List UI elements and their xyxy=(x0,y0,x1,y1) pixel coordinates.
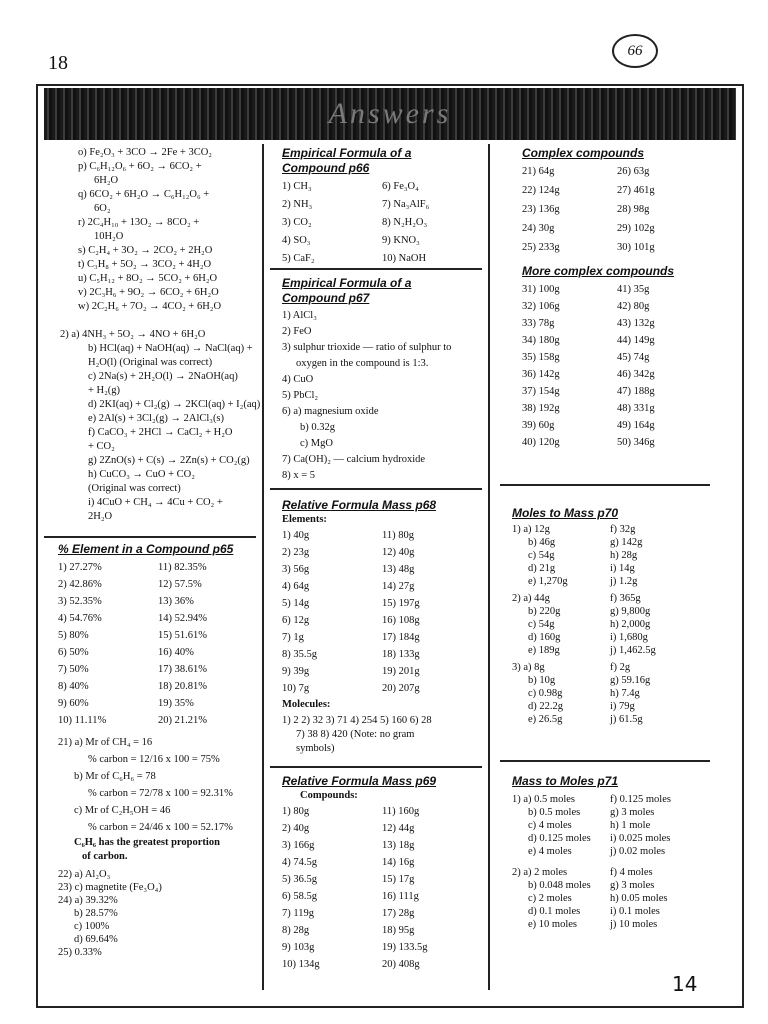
question-21-conclusion: C₆H₆ has the greatest proportion of carbon. xyxy=(74,837,220,862)
equations-part-1: o) Fe₂O₃ + 3CO → 2Fe + 3CO₂ p) C₆H₁₂O₆ + 6O₂ → 6CO₂ + 6H₂O q) 6CO₂ + 6H₂O → C₆H₁₂O₆ + 6O₂ r) 2C₄H₁₀ + 13O₂ → 8CO₂ + 10H₂O s) C₂H₄ + 3O₂ → 2CO₂ + 2H₂O t) C₃H₈ + 5O₂ → 3CO₂ + 4H₂O u) C₅H₁₂ + 8O₂ → 5CO₂ + 6H₂O v) 2C₃H₆ + 9O₂ → 6CO₂ + 6H₂O w) 2C₂H₆ + 7O₂ → 4CO₂ + 6H₂O xyxy=(78,147,222,312)
rule-col2-b xyxy=(270,488,482,490)
corner-handwritten-mark: 14 xyxy=(672,972,698,996)
rfm-p69-heading: Relative Formula Mass p69 xyxy=(282,774,437,788)
rfm-p69-section: Relative Formula Mass p69 Compounds: 1) 80g 11) 160g 2) 40g 12) 44g 3) 166g 13) 18g 4) 74.5g 14) 16g 5) 36.5g 15) 17g 6) 58.5g 16) 111g 7) 119g 17) 28g 8) 28g 18) 95g 9) 103g 19) 133.5g 10) 134g 20) 408g xyxy=(282,774,482,972)
empirical-p66-section: Empirical Formula of a Compound p66 1) CH₃ 6) Fe₃O₄ 2) NH₃ 7) Na₃AlF₆ 3) CO₂ 8) N₂H₂O₃ 4) SO₃ 9) KNO₃ 5) CaF₂ 10) NaOH xyxy=(282,146,482,266)
column-divider-1 xyxy=(262,144,264,990)
empirical-p67-section: Empirical Formula of a Compound p67 1) AlCl₃ 2) FeO 3) sulphur trioxide — ratio of sulphur to oxygen in the compound is 1:3. 4) CuO 5) PbCl₂ 6) a) magnesium oxide b) 0.32g c) MgO 7) Ca(OH)₂ — calcium hydroxide 8) x = 5 xyxy=(282,276,482,484)
questions-22-25: 22) a) Al₂O₃ 23) c) magnetite (Fe₃O₄) 24) a) 39.32% b) 28.57% c) 100% d) 69.64% 25) 0.33% xyxy=(58,869,162,958)
question-21: 21) a) Mr of CH₄ = 16 % carbon = 12/16 x 100 = 75% b) Mr of C₆H₆ = 78 % carbon = 72/78 x 100 = 92.31% c) Mr of C₂H₅OH = 46 % carbon = 24/46 x 100 = 52.17% xyxy=(58,737,233,833)
rule-col2-c xyxy=(270,766,482,768)
column-divider-2 xyxy=(488,144,490,990)
page-number: 18 xyxy=(48,52,68,74)
banner-title: Answers xyxy=(44,88,736,140)
page-stamp: 66 xyxy=(612,34,658,68)
more-complex-section: More complex compounds 31) 100g 41) 35g 32) 106g 42) 80g 33) 78g 43) 132g 34) 180g 44) 149g 35) 158g 45) 74g 36) 142g 46) 342g 37) 154g 47) 188g 38) 192g 48) 331g 39) 60g 49) 164g 40) 120g 50) 346g xyxy=(522,264,712,450)
rule-col2-a xyxy=(270,268,482,270)
rfm-p68-heading: Relative Formula Mass p68 xyxy=(282,498,437,512)
complex-compounds-heading: Complex compounds xyxy=(522,146,645,160)
percent-element-heading: % Element in a Compound p65 xyxy=(58,542,234,556)
rule-col1 xyxy=(44,536,256,538)
mass-to-moles-heading: Mass to Moles p71 xyxy=(512,774,619,788)
moles-to-mass-heading: Moles to Mass p70 xyxy=(512,506,619,520)
empirical-p66-heading: Empirical Formula of a Compound p66 xyxy=(282,146,412,175)
equations-part-2: 2) a) 4NH₃ + 5O₂ → 4NO + 6H₂O b) HCl(aq) + NaOH(aq) → NaCl(aq) + H₂O(l) (Original was correct) c) 2Na(s) + 2H₂O(l) → 2NaOH(aq) + H₂(g) d) 2KI(aq) + Cl₂(g) → 2KCl(aq) + I₂(aq) e) 2Al(s) + 3Cl₂(g) → 2AlCl₃(s) f) CaCO₃ + 2HCl → CaCl₂ + H₂O + CO₂ g) 2ZnO(s) + C(s) → 2Zn(s) + CO₂(g) h) CuCO₃ → CuO + CO₂ (Original was correct) i) 4CuO + CH₄ → 4Cu + CO₂ + 2H₂O xyxy=(60,329,261,522)
mass-to-moles-section: Mass to Moles p71 1) a) 0.5 moles f) 0.125 moles b) 0.5 moles g) 3 moles c) 4 moles h) 1 mole d) 0.125 moles i) 0.025 moles e) 4 moles j) 0.02 moles 2) a) 2 moles f) 4 moles b) 0.048 moles g) 3 moles c) 2 moles h) 0.05 moles d) 0.1 moles i) 0.1 moles e) 10 moles j) 10 moles xyxy=(512,774,712,931)
percent-answers: 1) 27.27% 11) 82.35% 2) 42.86% 12) 57.5% 3) 52.35% 13) 36% 4) 54.76% 14) 52.94% 5) 80% 15) 51.61% 6) 50% 16) 40% 7) 50% 17) 38.61% 8) 40% 18) 20.81% 9) 60% 19) 35% 10) 11.11% 20) 21.21% xyxy=(58,562,207,726)
percent-element-section xyxy=(58,542,258,959)
rule-col3-a xyxy=(500,484,710,486)
empirical-p67-heading: Empirical Formula of a Compound p67 xyxy=(282,276,412,305)
more-complex-heading: More complex compounds xyxy=(522,264,675,278)
rule-col3-b xyxy=(500,760,710,762)
complex-compounds-section: Complex compounds 21) 64g 26) 63g 22) 124g 27) 461g 23) 136g 28) 98g 24) 30g 29) 102g 25) 233g 30) 101g xyxy=(522,146,712,255)
moles-to-mass-section: Moles to Mass p70 1) a) 12g f) 32g b) 46g g) 142g c) 54g h) 28g d) 21g i) 14g e) 1,270g j) 1.2g 2) a) 44g f) 365g b) 220g g) 9,800g c) 54g h) 2,000g d) 160g i) 1,680g e) 189g j) 1,462.5g 3) a) 8g f) 2g b) 10g g) 59.16g c) 0.98g h) 7.4g d) 22.2g i) 79g e) 26.5g j) 61.5g xyxy=(512,506,712,726)
rfm-p68-section: Relative Formula Mass p68 Elements: 1) 40g 11) 80g 2) 23g 12) 40g 3) 56g 13) 48g 4) 64g 14) 27g 5) 14g 15) 197g 6) 12g 16) 108g 7) 1g 17) 184g 8) 35.5g 18) 133g 9) 39g 19) 201g 10) 7g 20) 207g Molecules: 1) 2 2) 32 3) 71 4) 254 5) 160 6) 28 7) 38 8) 420 (Note: no gram symbols) xyxy=(282,498,482,756)
